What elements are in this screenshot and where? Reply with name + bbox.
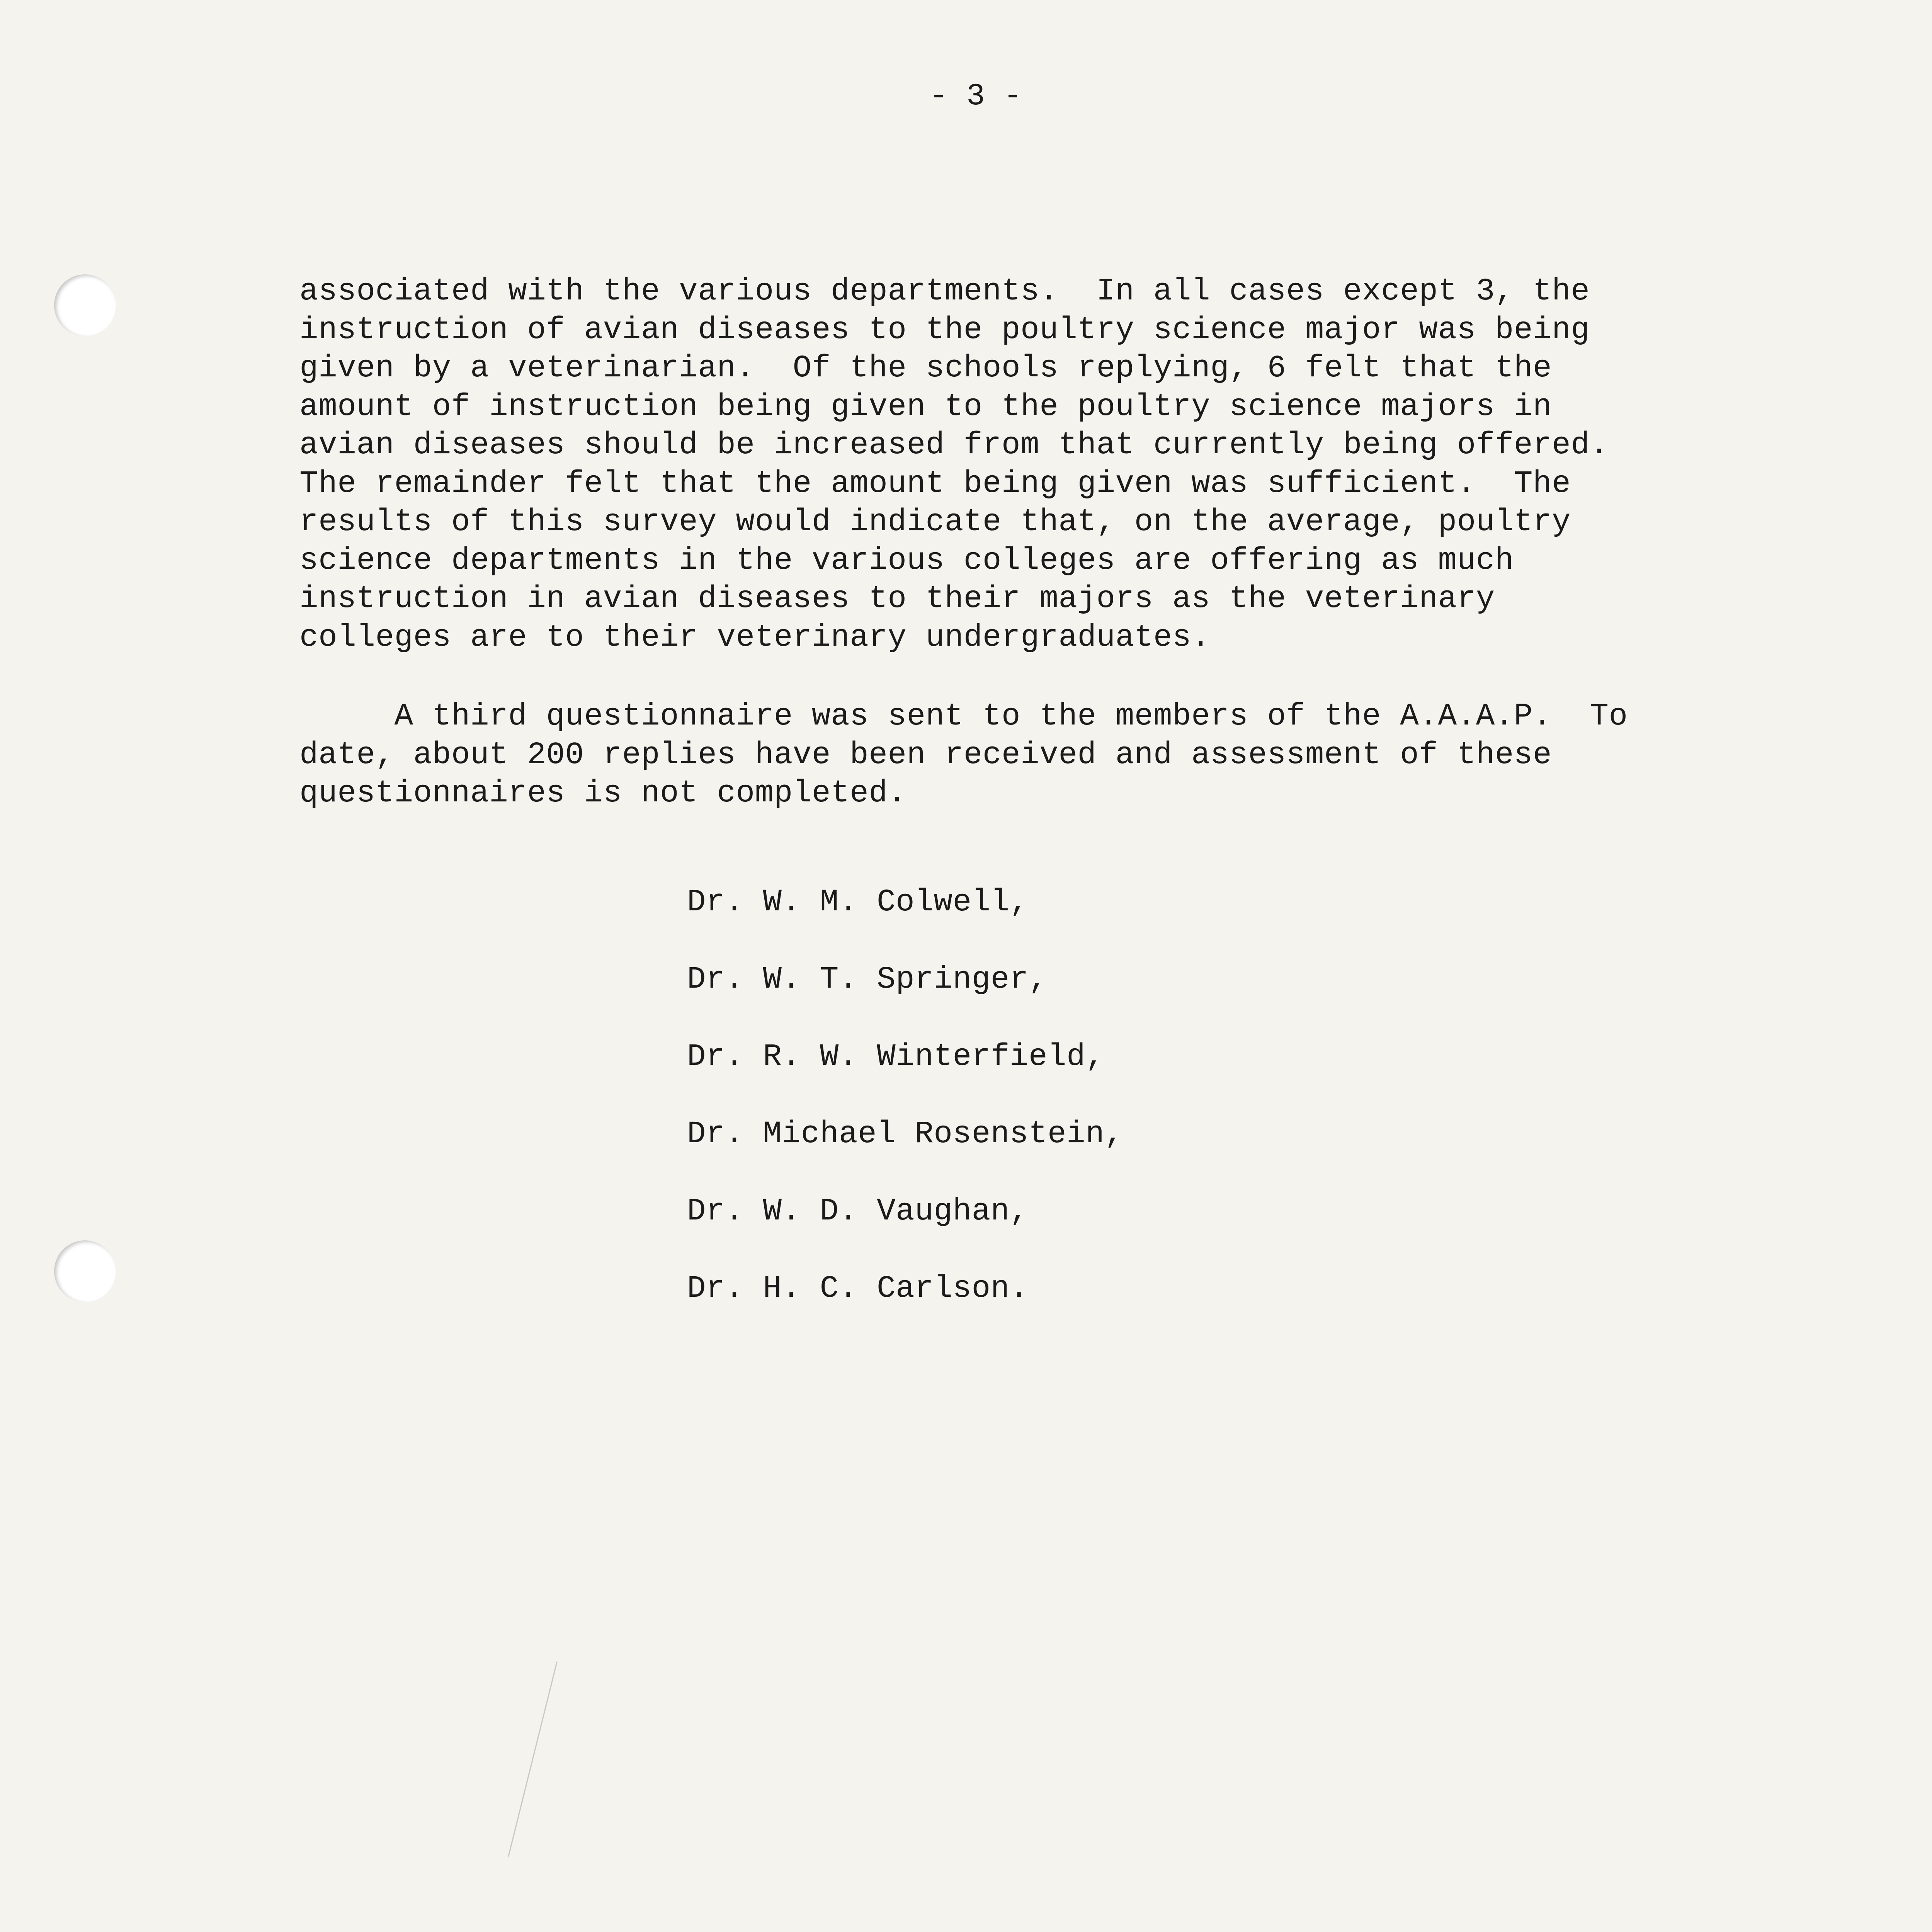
paragraph-line: science departments in the various colleges are offering as much [299,543,1514,578]
paragraph-line: results of this survey would indicate that, on the average, poultry [299,505,1571,540]
signatory-name: Dr. Michael Rosenstein, [687,1117,1124,1152]
paragraph-line: associated with the various departments. In all cases except 3, the [299,274,1590,309]
paragraph-line: avian diseases should be increased from that currently being offered. [299,428,1609,463]
paragraph-line: The remainder felt that the amount being given was sufficient. The [299,466,1571,502]
signatory-name: Dr. W. D. Vaughan, [687,1194,1029,1229]
paragraph-line: A third questionnaire was sent to the members of the A.A.A.P. To [299,699,1628,734]
paragraph-line: colleges are to their veterinary undergraduates. [299,620,1211,655]
paragraph-line: given by a veterinarian. Of the schools replying, 6 felt that the [299,351,1552,386]
punch-hole-top [54,274,116,336]
signatory-name: Dr. W. T. Springer, [687,962,1048,997]
signatory-list [687,885,1123,1349]
signatory-name: Dr. R. W. Winterfield, [687,1039,1105,1075]
pencil-stray-mark [508,1662,558,1857]
paragraph-line: instruction of avian diseases to the poultry science major was being [299,312,1590,348]
signatory-name: Dr. H. C. Carlson. [687,1271,1029,1306]
page-number: - 3 - [929,79,1022,114]
paragraph-line: date, about 200 replies have been received and assessment of these [299,737,1552,773]
body-paragraph-1 [299,272,1652,657]
paragraph-line: instruction in avian diseases to their majors as the veterinary [299,582,1495,617]
paragraph-line: amount of instruction being given to the poultry science majors in [299,389,1552,425]
punch-hole-middle [54,1240,116,1302]
paragraph-line: questionnaires is not completed. [299,776,907,811]
body-paragraph-2 [299,697,1652,813]
signatory-name: Dr. W. M. Colwell, [687,885,1029,920]
